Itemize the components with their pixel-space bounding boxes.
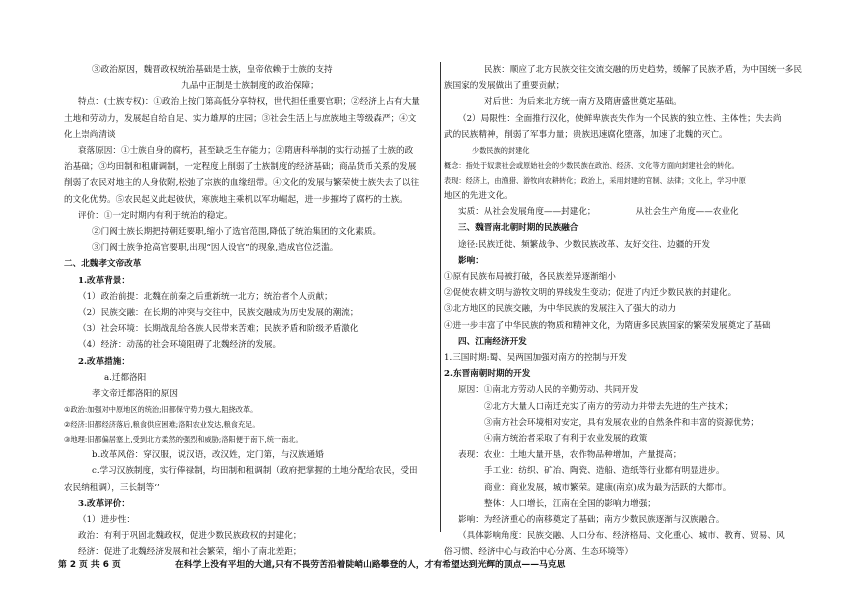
text-line: 族国家的发展做出了重要贡献； (444, 81, 565, 92)
text-line: （1）政治前提：北魏在前秦之后重新统一北方；统治者个人贡献； (78, 291, 333, 302)
text-line: c.学习汉族制度，实行俸禄制，均田制和租调制（政府把掌握的土地分配给农民，受田 (92, 466, 418, 477)
text-line: 九品中正制是士族制度的政治保障； (181, 81, 319, 92)
text-span: 实质：从社会发展角度——封建化； (458, 207, 596, 218)
text-line: 武的民族精神，削弱了军事力量；贵族迅速腐化堕落，加速了北魏的灭亡。 (444, 129, 728, 140)
right-column (444, 62, 820, 561)
text-line: 民族：顺应了北方民族交往交流交融的历史趋势，缓解了民族矛盾，为中国统一多民 (484, 65, 802, 75)
text-line: ④南方统治者采取了有利于农业发展的政策 (484, 434, 648, 445)
text-line: 对后世：为后来北方统一南方及隋唐盛世奠定基础。 (484, 97, 682, 108)
text-line: ①政治:加强对中原地区的统治;旧都保守势力强大,阻挠改革。 (64, 405, 258, 415)
text-line: 的文化优势。⑤农民起义此起彼伏，寒族地主乘机以军功崛起，进一步摧垮了腐朽的士族。 (64, 194, 408, 205)
footer-quote: 在科学上没有平坦的大道,只有不畏劳苦沿着陡峭山路攀登的人，才有希望达到光辉的顶点——马克思 (175, 560, 566, 570)
text-line: 评价：①一定时期内有利于统治的稳定。 (78, 210, 233, 221)
text-line: 整体：人口增长，江南在全国的影响力增强； (484, 498, 656, 509)
text-line: b.改革风俗：穿汉服，说汉语，改汉姓，定门第，与汉族通婚 (92, 450, 324, 461)
text-line: ③政治原因，魏晋政权统治基础是士族，皇帝依赖于士族的支持 (92, 65, 333, 75)
column-divider (440, 62, 441, 532)
text-line: 影响：为经济重心的南移奠定了基础；南方少数民族逐渐与汉族融合。 (458, 515, 725, 526)
page-footer (58, 557, 840, 575)
text-line: ③地理:旧都偏居塞上,受到北方柔然的强烈和威胁;洛阳便于南下,统一南北。 (64, 435, 303, 445)
text-line: 土地和劳动力，发展起自给自足、实力雄厚的庄园；③社会生活上与庶族地主等级森严；④文 (64, 113, 417, 124)
text-line: ③门阀士族争抢高官要职,出现“因人设官”的现象,造成官位泛滥。 (92, 243, 339, 254)
text-line: 少数民族的封建化 (472, 146, 530, 156)
text-line: （2）局限性：全面推行汉化，使鲜卑族丧失作为一个民族的独立性、主体性；失去尚 (458, 113, 782, 124)
text-line: 治基础；③均田制和租庸调制，一定程度上削弱了士族制度的经济基础；商品货币关系的发展 (64, 162, 417, 173)
text-line: 1.三国时期:蜀、吴两国加强对南方的控制与开发 (444, 353, 627, 364)
text-line: 政治：有利于巩固北魏政权，促进少数民族政权的封建化； (78, 531, 302, 542)
text-line: 衰落原因：①士族自身的腐朽，甚至缺乏生存能力；②隋唐科举制的实行动摇了士族的政 (78, 146, 414, 157)
text-line: （3）社会环境：长期战乱给各族人民带来苦难；民族矛盾和阶级矛盾激化 (78, 324, 359, 335)
text-line: 化上崇尚清谈 (64, 129, 116, 140)
text-line (444, 204, 820, 220)
text-line: 经济：促进了北魏经济发展和社会繁荣，缩小了南北差距； (78, 547, 302, 558)
subsection-heading: 3.改革评价： (78, 498, 130, 509)
text-line: ②经济:旧都经济落后,粮食供应困难;洛阳农业发达,粮食充足。 (64, 420, 260, 430)
section-heading: 二、北魏孝文帝改革 (64, 259, 142, 270)
text-line: 地区的先进文化。 (444, 191, 513, 202)
page-number: 第 2 页 共 6 页 (58, 560, 121, 570)
subsection-heading: 2.东晋南朝时期的开发 (444, 369, 531, 380)
text-line: 俗习惯、经济中心与政治中心分离、生态环境等） (444, 547, 634, 558)
text-line: ④进一步丰富了中华民族的物质和精神文化，为隋唐多民族国家的繁荣发展奠定了基础 (444, 320, 771, 331)
text-line: ②门阀士族长期把持朝廷要职,缩小了选官范围,降低了统治集团的文化素质。 (92, 227, 382, 238)
subsection-heading: 1.改革背景： (78, 275, 130, 286)
text-line: 原因：①南北方劳动人民的辛勤劳动、共同开发 (458, 385, 639, 396)
text-line: 途径:民族迁徙、频繁战争、少数民族改革、友好交往、边疆的开发 (458, 239, 711, 250)
text-line: ③北方地区的民族交融，为中华民族的发展注入了强大的动力 (444, 304, 677, 315)
text-line: 概念：指处于奴隶社会或原始社会的少数民族在政治、经济、文化等方面向封建社会的转化。 (444, 161, 739, 171)
text-span: 从社会生产角度——农业化 (635, 207, 739, 218)
text-line: ①原有民族布局被打破，各民族差异逐渐缩小 (444, 272, 616, 283)
text-line: 商业：商业发展，城市繁荣。建康(南京)成为最为活跃的大都市。 (484, 482, 732, 493)
text-line: ③南方社会环境相对安定，具有发展农业的自然条件和丰富的资源优势； (484, 417, 760, 428)
text-line: 手工业：纺织、矿冶、陶瓷、造船、造纸等行业都有明显进步。 (484, 466, 725, 477)
text-line: ②北方大量人口南迁充实了南方的劳动力并带去先进的生产技术； (484, 401, 734, 412)
text-line: （具体影响角度：民族交融、人口分布、经济格局、文化重心、城市、教育、贸易、风 (458, 531, 785, 542)
text-line: 表现：农业：土地大量开垦，农作物品种增加，产量提高； (458, 450, 682, 461)
text-line: 削弱了农民对地主的人身依附,松弛了宗族的血缘纽带。④文化的发展与繁荣使士族失去了以往 (64, 178, 420, 189)
text-line: a.迁都洛阳 (104, 372, 147, 383)
text-line: 孝文帝迁都洛阳的原因 (92, 389, 178, 400)
text-line: 影响： (458, 255, 484, 266)
subsection-heading: 2.改革措施： (78, 356, 130, 367)
text-line: ②促使农耕文明与游牧文明的界线发生变动；促进了内迁少数民族的封建化。 (444, 288, 737, 299)
section-heading: 四、江南经济开发 (458, 336, 527, 347)
text-line: （4）经济：动荡的社会环境阻碍了北魏经济的发展。 (78, 340, 282, 351)
left-column (64, 62, 436, 561)
section-heading: 三、魏晋南北朝时期的民族融合 (458, 223, 579, 234)
text-line: （2）民族交融：在长期的冲突与交往中，民族交融成为历史发展的潮流； (78, 308, 359, 319)
text-line: （1）进步性： (78, 515, 136, 526)
text-line: 特点：(士族专权)：①政治上按门第高低分享特权，世代担任重要官职；②经济上占有大量 (78, 97, 420, 108)
text-line: 表现：经济上，由渔猎、游牧向农耕转化；政治上，采用封建的官制、法律；文化上，学习中原 (444, 176, 746, 186)
text-line: 农民纳租调），三长制等‘’ (64, 482, 160, 493)
